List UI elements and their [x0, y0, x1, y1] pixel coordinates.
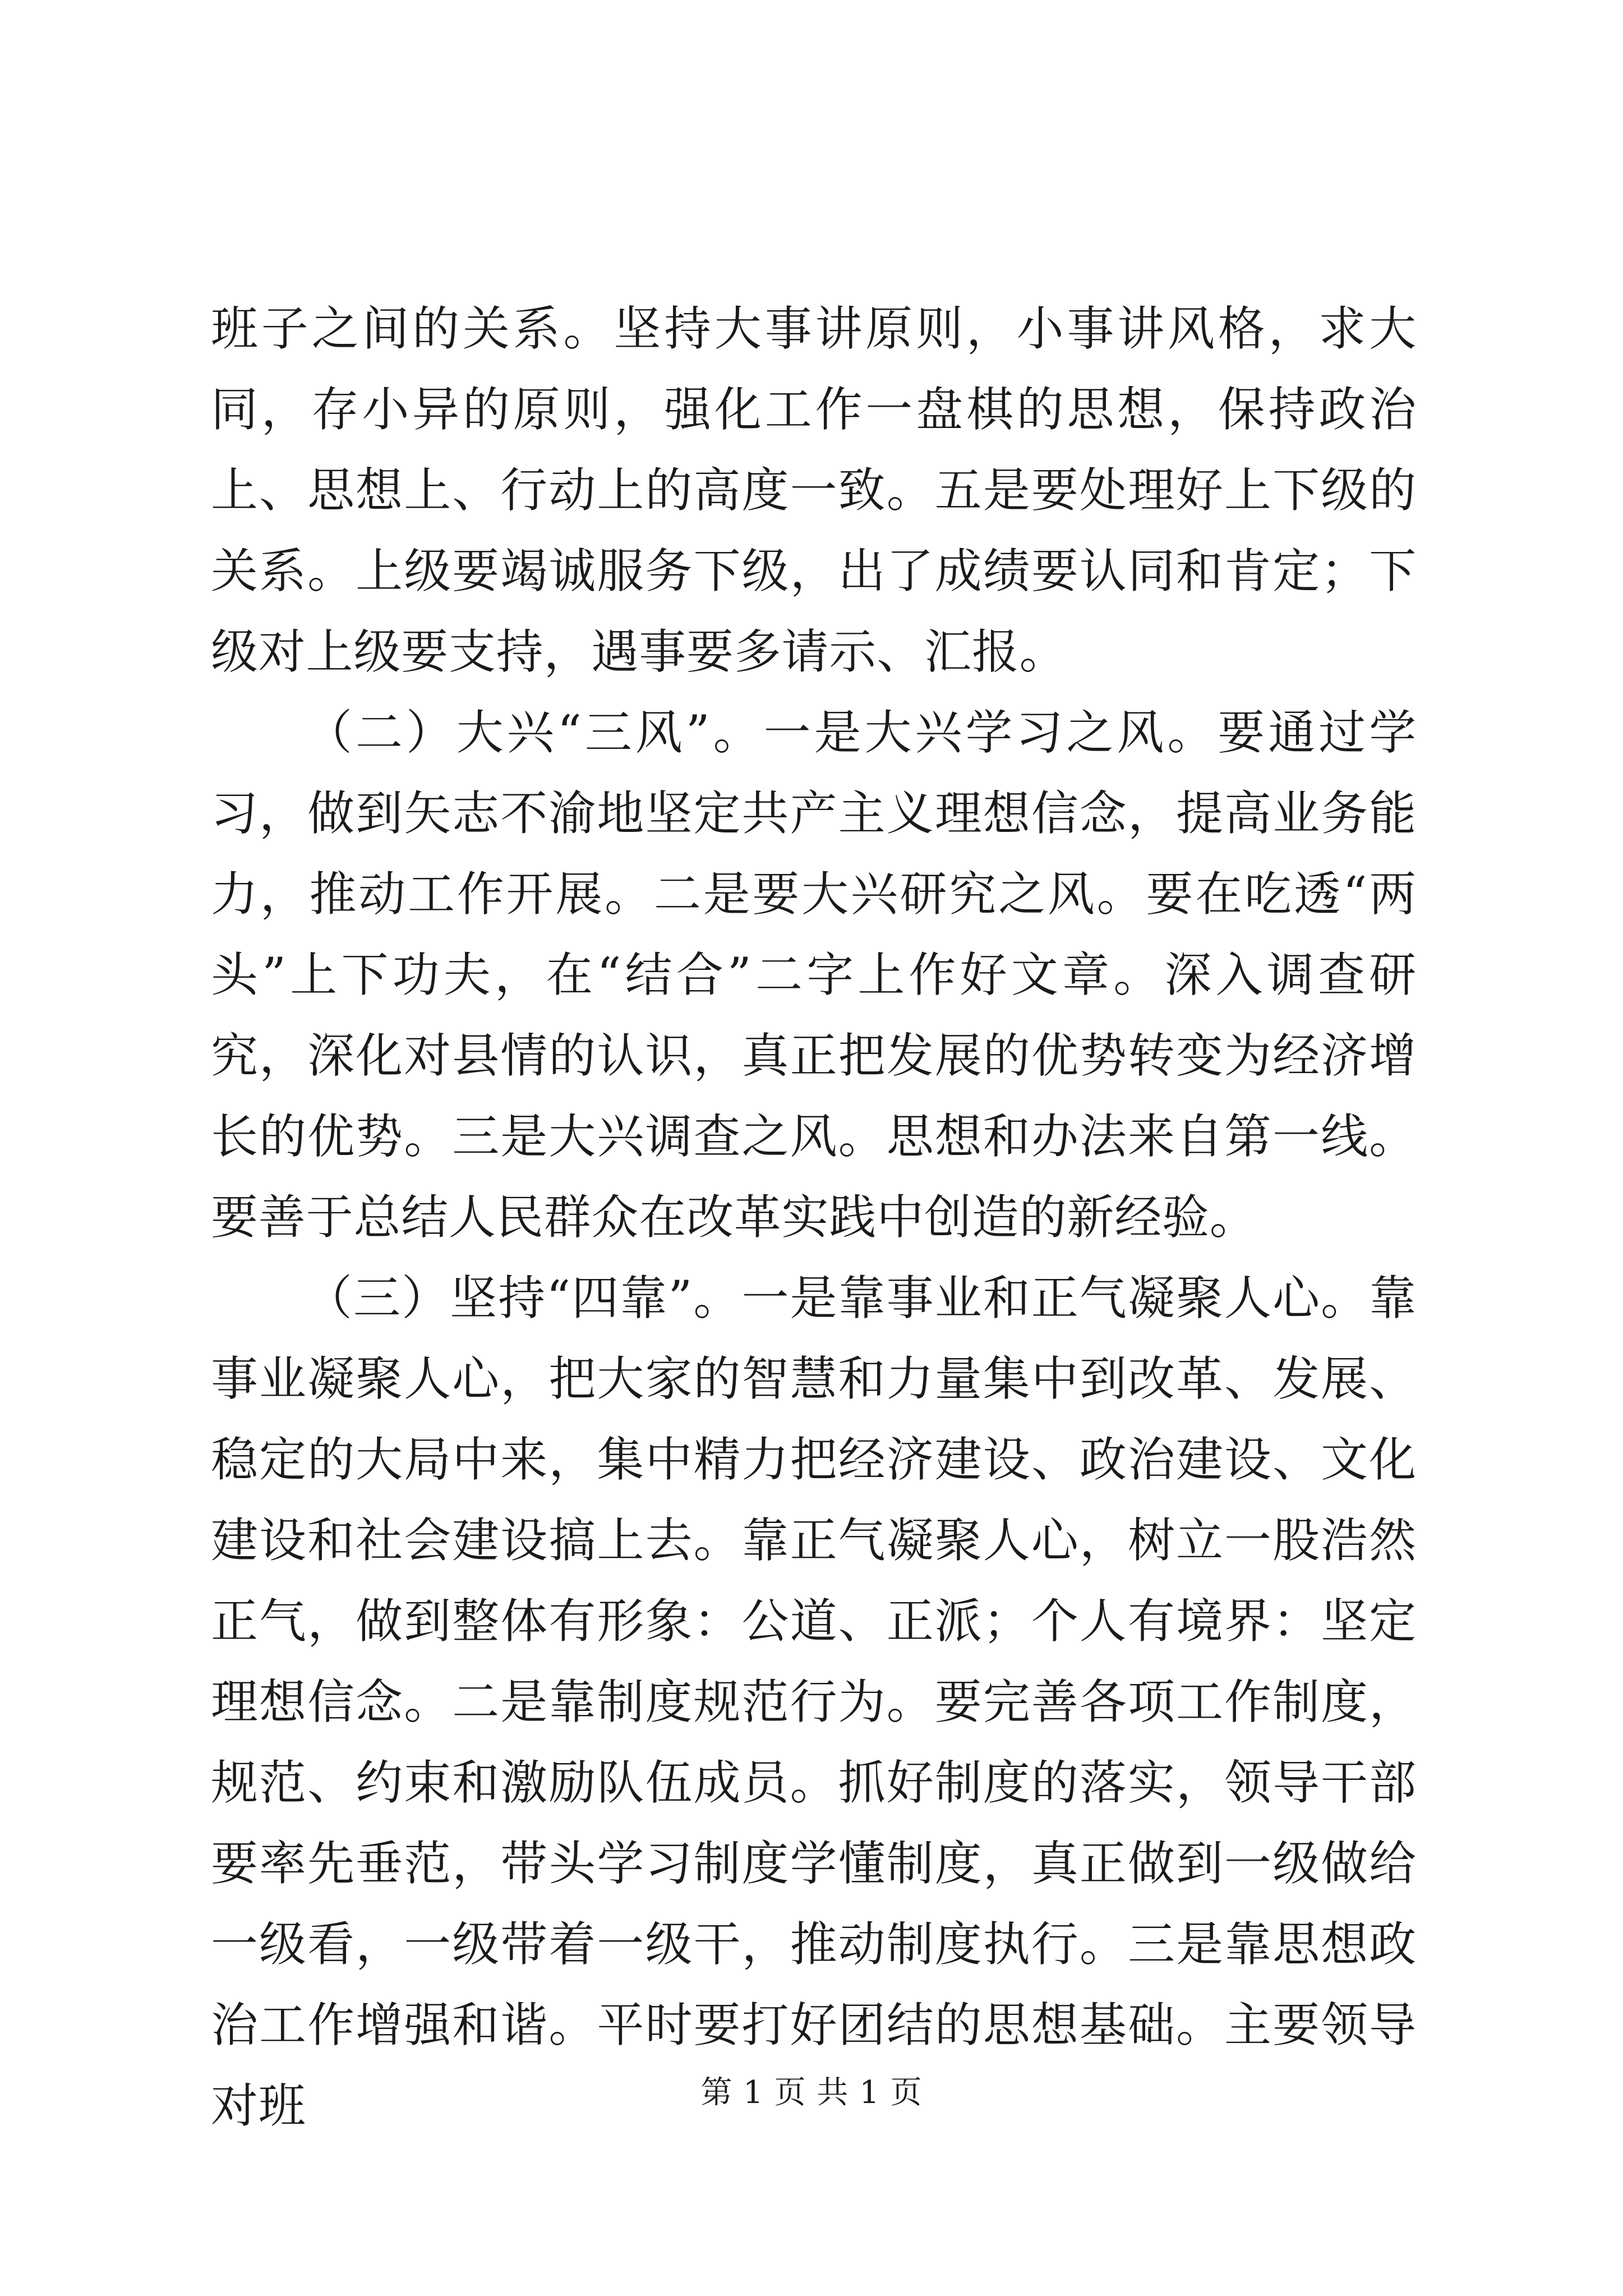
page-footer: 第 1 页 共 1 页 — [700, 2074, 923, 2111]
paragraph-section-three: （三）坚持“四靠”。一是靠事业和正气凝聚人心。靠事业凝聚人心，把大家的智慧和力量集中到改革、发展、稳定的大局中来，集中精力把经济建设、政治建设、文化建设和社会建设搞上去。靠正气凝聚人心，树立一股浩然正气，做到整体有形象：公道、正派；个人有境界：坚定理想信念。二是靠制度规范行为。要完善各项工作制度，规范、约束和激励队伍成员。抓好制度的落实，领导干部要率先垂范，带头学习制度学懂制度，真正做到一级做给一级看，一级带着一级干，推动制度执行。三是靠思想政治工作增强和谐。平时要打好团结的思想基础。主要领导对班 — [211, 1271, 1417, 2133]
paragraph-continuation: 班子之间的关系。坚持大事讲原则，小事讲风格，求大同，存小异的原则，强化工作一盘棋的思想，保持政治上、思想上、行动上的高度一致。五是要处理好上下级的关系。上级要竭诚服务下级，出了成绩要认同和肯定；下级对上级要支持，遇事要多请示、汇报。 — [211, 301, 1417, 679]
paragraph-section-two: （二）大兴“三风”。一是大兴学习之风。要通过学习，做到矢志不渝地坚定共产主义理想信念，提高业务能力，推动工作开展。二是要大兴研究之风。要在吃透“两头”上下功夫，在“结合”二字上作好文章。深入调查研究，深化对县情的认识，真正把发展的优势转变为经济增长的优势。三是大兴调查之风。思想和办法来自第一线。要善于总结人民群众在改革实践中创造的新经验。 — [211, 705, 1417, 1245]
document-body — [211, 288, 1417, 2146]
